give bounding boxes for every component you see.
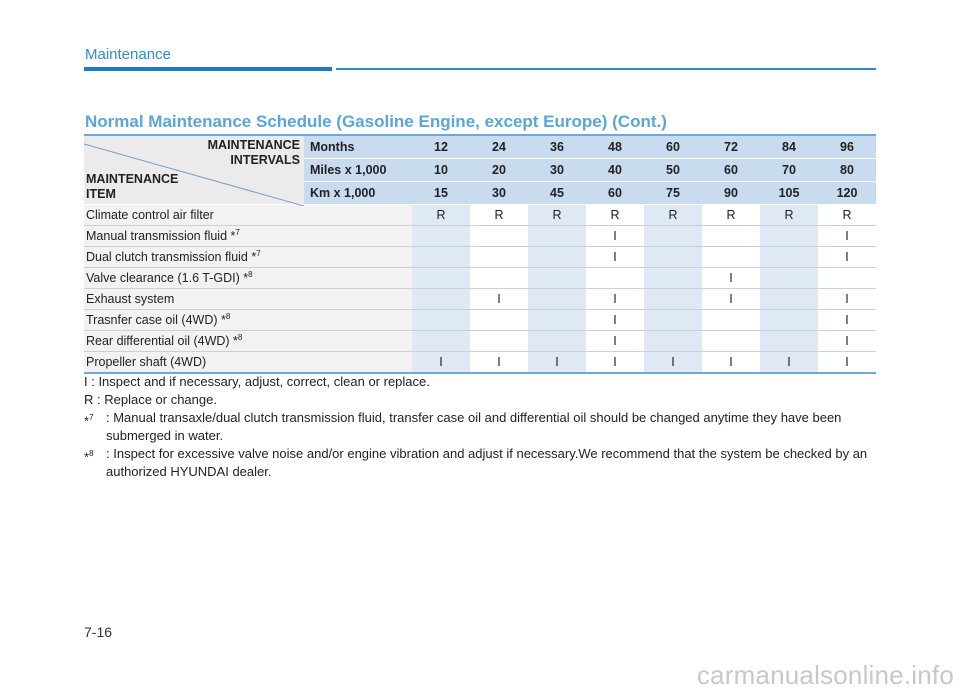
interval-value: 120 (818, 182, 876, 205)
schedule-cell: I (818, 352, 876, 374)
schedule-cell (760, 247, 818, 268)
item-name: Propeller shaft (4WD) (84, 352, 412, 374)
interval-value: 80 (818, 159, 876, 182)
note-7-key: *$^7$ (84, 413, 94, 429)
table-row (84, 289, 876, 310)
header-rule-thick (84, 67, 332, 71)
schedule-cell (412, 331, 470, 352)
schedule-cell: I (818, 289, 876, 310)
note-inspect: I : Inspect and if necessary, adjust, correct, clean or replace. (84, 374, 430, 389)
schedule-cell: I (586, 331, 644, 352)
schedule-cell (412, 310, 470, 331)
table-row (84, 226, 876, 247)
interval-value: 36 (528, 135, 586, 159)
item-name: Climate control air filter (84, 205, 412, 226)
table-row (84, 247, 876, 268)
corner-intervals-label: MAINTENANCE INTERVALS (207, 138, 300, 167)
schedule-cell: I (818, 247, 876, 268)
schedule-cell (528, 268, 586, 289)
note-replace: R : Replace or change. (84, 392, 217, 407)
schedule-cell (644, 268, 702, 289)
schedule-cell: I (818, 331, 876, 352)
section-title: Maintenance (85, 46, 171, 63)
schedule-cell (760, 226, 818, 247)
schedule-cell (470, 268, 528, 289)
schedule-cell (644, 331, 702, 352)
schedule-cell: I (586, 247, 644, 268)
schedule-cell (412, 226, 470, 247)
note-8 (84, 445, 880, 481)
item-name: Dual clutch transmission fluid *$^7$ (84, 247, 412, 268)
schedule-cell: R (818, 205, 876, 226)
interval-value: 96 (818, 135, 876, 159)
note-8-text: : Inspect for excessive valve noise and/or engine vibration and adjust if necessary.We recommend that the system be checked by an authorized HYUNDAI dealer. (106, 446, 868, 479)
schedule-cell: R (760, 205, 818, 226)
schedule-cell: R (586, 205, 644, 226)
schedule-cell (760, 289, 818, 310)
note-7-text: : Manual transaxle/dual clutch transmission fluid, transfer case oil and differential oil should be changed anytime they have been submerged in water. (106, 410, 842, 443)
table-row (84, 331, 876, 352)
interval-value: 40 (586, 159, 644, 182)
table-row (84, 268, 876, 289)
interval-value: 60 (702, 159, 760, 182)
note-7 (84, 409, 880, 445)
schedule-cell: R (528, 205, 586, 226)
interval-value: 60 (644, 135, 702, 159)
schedule-cell: I (528, 352, 586, 374)
schedule-cell (702, 226, 760, 247)
interval-label: Months (304, 135, 412, 159)
schedule-cell (760, 331, 818, 352)
table-row (84, 352, 876, 374)
header-rule-thin (336, 68, 876, 70)
schedule-cell: R (644, 205, 702, 226)
schedule-cell (470, 310, 528, 331)
schedule-cell (528, 331, 586, 352)
schedule-cell (818, 268, 876, 289)
interval-value: 10 (412, 159, 470, 182)
interval-value: 90 (702, 182, 760, 205)
schedule-cell (702, 310, 760, 331)
schedule-cell (760, 268, 818, 289)
schedule-cell: I (412, 352, 470, 374)
schedule-cell: R (412, 205, 470, 226)
corner-item-label: MAINTENANCE ITEM (86, 172, 179, 201)
schedule-cell: I (702, 352, 760, 374)
item-name: Rear differential oil (4WD) *$^8$ (84, 331, 412, 352)
schedule-cell (528, 226, 586, 247)
interval-row (84, 135, 876, 159)
schedule-cell: R (470, 205, 528, 226)
interval-label: Miles x 1,000 (304, 159, 412, 182)
interval-value: 15 (412, 182, 470, 205)
interval-value: 75 (644, 182, 702, 205)
schedule-cell (412, 268, 470, 289)
schedule-title: Normal Maintenance Schedule (Gasoline Engine, except Europe) (Cont.) (85, 112, 667, 131)
interval-value: 12 (412, 135, 470, 159)
schedule-cell: I (818, 310, 876, 331)
interval-value: 70 (760, 159, 818, 182)
schedule-cell (702, 247, 760, 268)
schedule-cell: R (702, 205, 760, 226)
footnote-ref: 8 (248, 270, 253, 280)
interval-value: 45 (528, 182, 586, 205)
footnote-ref: 7 (235, 228, 240, 238)
schedule-cell: I (586, 310, 644, 331)
schedule-cell: I (470, 352, 528, 374)
schedule-cell (702, 331, 760, 352)
schedule-cell (412, 289, 470, 310)
schedule-cell: I (586, 226, 644, 247)
interval-value: 72 (702, 135, 760, 159)
schedule-cell (470, 331, 528, 352)
interval-value: 50 (644, 159, 702, 182)
interval-value: 48 (586, 135, 644, 159)
schedule-cell (586, 268, 644, 289)
maintenance-table-wrap (84, 134, 876, 374)
page-number: 7-16 (84, 624, 113, 640)
item-name: Manual transmission fluid *$^7$ (84, 226, 412, 247)
schedule-cell (528, 289, 586, 310)
schedule-cell (760, 310, 818, 331)
table-row (84, 310, 876, 331)
schedule-cell (412, 247, 470, 268)
schedule-cell (644, 289, 702, 310)
footnote-ref: 8 (237, 333, 243, 343)
interval-value: 105 (760, 182, 818, 205)
interval-label: Km x 1,000 (304, 182, 412, 205)
interval-value: 24 (470, 135, 528, 159)
schedule-cell: I (586, 352, 644, 374)
schedule-cell (528, 247, 586, 268)
table-row (84, 205, 876, 226)
schedule-cell (528, 310, 586, 331)
schedule-cell (644, 226, 702, 247)
interval-value: 30 (470, 182, 528, 205)
schedule-cell (470, 226, 528, 247)
schedule-cell: I (470, 289, 528, 310)
interval-value: 84 (760, 135, 818, 159)
watermark: carmanualsonline.info (696, 660, 954, 690)
schedule-cell: I (586, 289, 644, 310)
schedule-cell: I (760, 352, 818, 374)
schedule-cell: I (644, 352, 702, 374)
item-name: Valve clearance (1.6 T-GDI) *$^8$ (84, 268, 412, 289)
item-name: Trasnfer case oil (4WD) *$^8$ (84, 310, 412, 331)
schedule-cell (644, 247, 702, 268)
maintenance-schedule-table (84, 134, 876, 374)
schedule-cell: I (702, 289, 760, 310)
schedule-cell (470, 247, 528, 268)
schedule-cell (644, 310, 702, 331)
footnote-ref: 7 (256, 249, 261, 259)
schedule-cell: I (818, 226, 876, 247)
interval-value: 60 (586, 182, 644, 205)
interval-value: 30 (528, 159, 586, 182)
footnote-ref: 8 (225, 312, 231, 322)
interval-value: 20 (470, 159, 528, 182)
schedule-cell: I (702, 268, 760, 289)
header-corner-cell (84, 135, 304, 205)
legend-notes (84, 373, 880, 481)
item-name: Exhaust system (84, 289, 412, 310)
note-8-key: *$^8$ (84, 449, 94, 465)
